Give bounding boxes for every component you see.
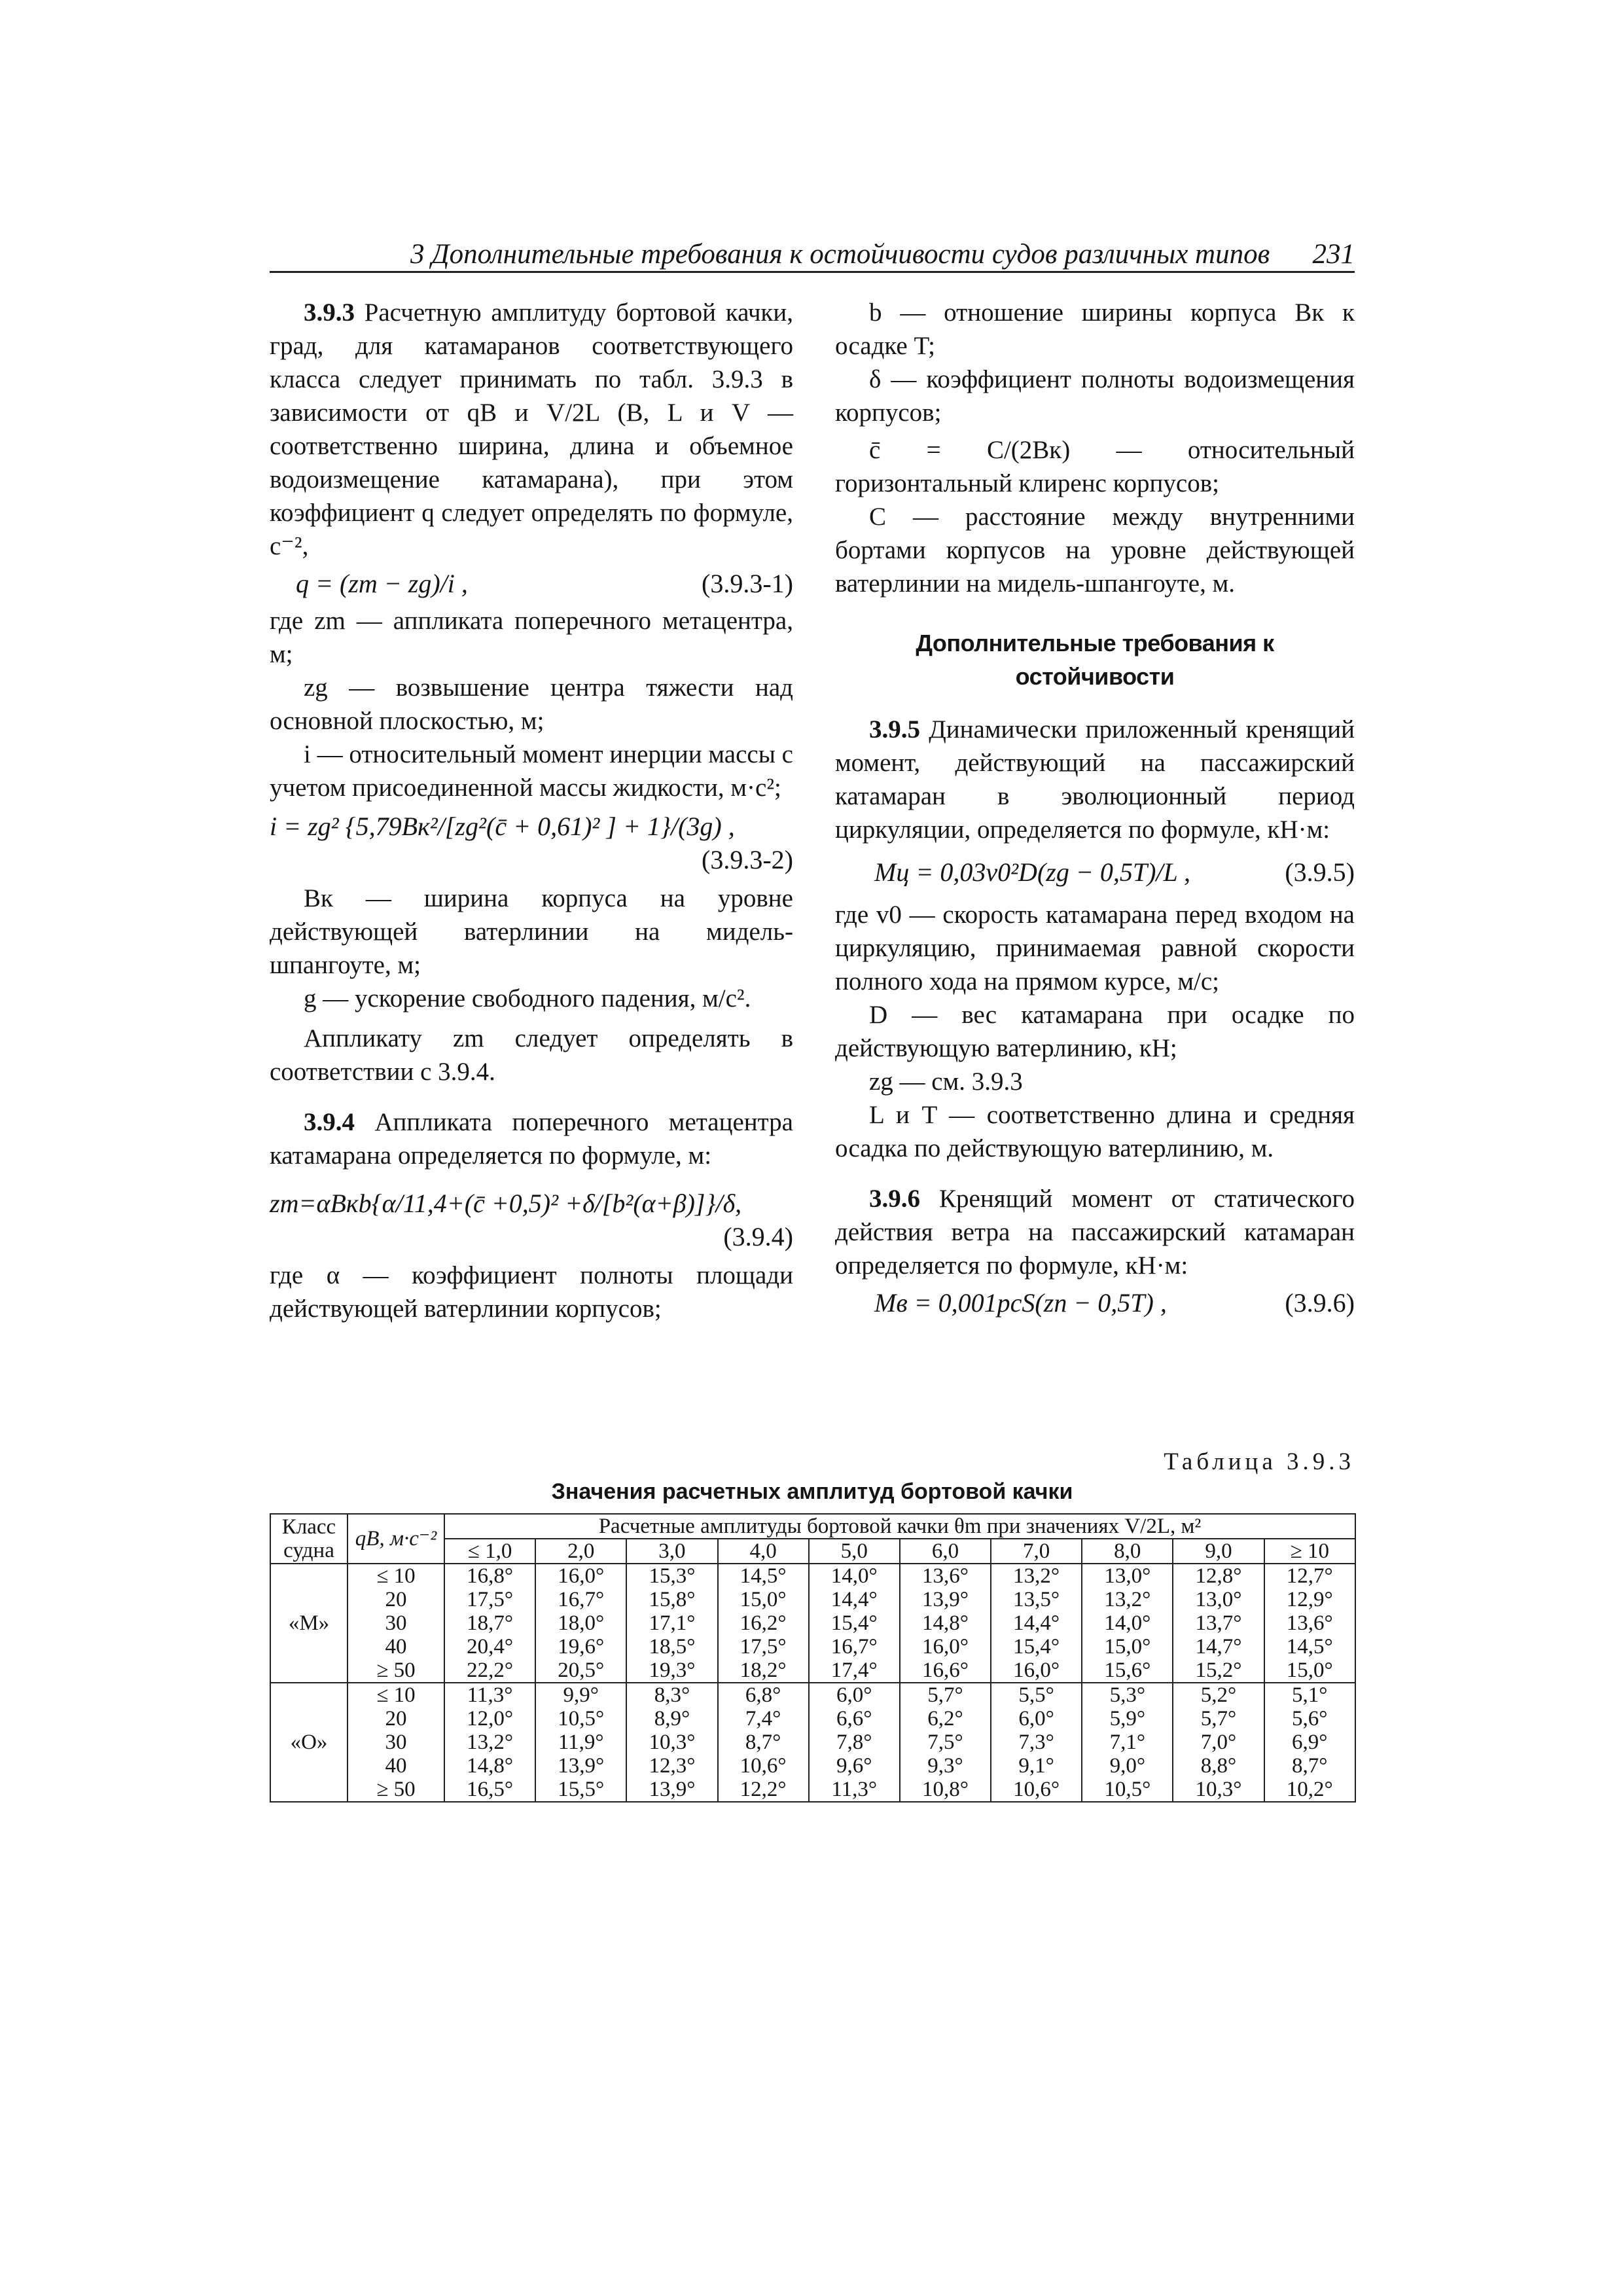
value-cell: 14,8° [444, 1754, 535, 1778]
value-cell: 16,7° [535, 1588, 626, 1611]
qb-cell: 20 [348, 1707, 444, 1731]
paragraph-3-9-5 [835, 713, 1355, 846]
value-cell: 15,0° [1082, 1635, 1173, 1659]
value-cell: 7,3° [991, 1731, 1082, 1754]
header-group: Расчетные амплитуды бортовой качки θm при значениях V/2L, м² [444, 1514, 1355, 1539]
value-cell: 19,3° [626, 1659, 717, 1683]
definition-C: C — расстояние между внутренними бортами корпусов на уровне действующей ватерлинии на мидель-шпангоуте, м. [835, 503, 1355, 598]
column-header: 6,0 [900, 1539, 991, 1564]
value-cell: 14,0° [1082, 1611, 1173, 1635]
paragraph-text: Аппликата поперечного метацентра катамарана определяется по формуле, м: [270, 1108, 793, 1170]
value-cell: 17,4° [809, 1659, 900, 1683]
amplitude-table [270, 1513, 1356, 1803]
table-row [270, 1731, 1355, 1754]
value-cell: 11,3° [444, 1683, 535, 1707]
formula-text: Mц = 0,03v0²D(zg − 0,5T)/L , [874, 857, 1191, 887]
value-cell: 15,0° [718, 1588, 809, 1611]
definition-zg-ref: zg — см. 3.9.3 [869, 1067, 1023, 1096]
value-cell: 5,9° [1082, 1707, 1173, 1731]
table-row [270, 1778, 1355, 1802]
definition-D: D — вес катамарана при осадке по действующую ватерлинию, кН; [835, 1001, 1355, 1062]
value-cell: 16,2° [718, 1611, 809, 1635]
value-cell: 6,0° [809, 1683, 900, 1707]
table-row [270, 1611, 1355, 1635]
value-cell: 6,2° [900, 1707, 991, 1731]
value-cell: 15,0° [1264, 1659, 1355, 1683]
value-cell: 15,6° [1082, 1659, 1173, 1683]
value-cell: 12,0° [444, 1707, 535, 1731]
value-cell: 7,5° [900, 1731, 991, 1754]
value-cell: 6,8° [718, 1683, 809, 1707]
qb-cell: ≤ 10 [348, 1564, 444, 1588]
value-cell: 20,4° [444, 1635, 535, 1659]
value-cell: 8,7° [1264, 1754, 1355, 1778]
value-cell: 10,6° [991, 1778, 1082, 1802]
paragraph-3-9-3 [270, 296, 793, 563]
formula-number: (3.9.3-1) [702, 569, 793, 598]
formula-number: (3.9.6) [1285, 1288, 1355, 1318]
value-cell: 8,9° [626, 1707, 717, 1731]
definition-alpha: где α — коэффициент полноты площади действующей ватерлинии корпусов; [270, 1261, 793, 1323]
header-title: 3 Дополнительные требования к остойчивости судов различных типов [410, 239, 1270, 270]
right-column [835, 296, 1355, 1323]
column-header: ≥ 10 [1264, 1539, 1355, 1564]
qb-cell: ≥ 50 [348, 1778, 444, 1802]
value-cell: 16,0° [535, 1564, 626, 1588]
value-cell: 9,6° [809, 1754, 900, 1778]
value-cell: 17,5° [718, 1635, 809, 1659]
definition-bk: Bк — ширина корпуса на уровне действующей ватерлинии на мидель-шпангоуте, м; [270, 884, 793, 979]
value-cell: 15,4° [991, 1635, 1082, 1659]
table-row [270, 1659, 1355, 1683]
value-cell: 10,8° [900, 1778, 991, 1802]
value-cell: 10,3° [1173, 1778, 1264, 1802]
value-cell: 13,6° [1264, 1611, 1355, 1635]
value-cell: 14,4° [809, 1588, 900, 1611]
formula-number: (3.9.3-2) [702, 845, 793, 874]
value-cell: 13,0° [1173, 1588, 1264, 1611]
section-number: 3.9.6 [869, 1185, 920, 1213]
class-cell: «О» [270, 1683, 348, 1802]
value-cell: 5,1° [1264, 1683, 1355, 1707]
value-cell: 18,7° [444, 1611, 535, 1635]
value-cell: 10,5° [1082, 1778, 1173, 1802]
class-cell: «М» [270, 1564, 348, 1683]
table-title: Значения расчетных амплитуд бортовой качки [551, 1479, 1073, 1504]
value-cell: 17,1° [626, 1611, 717, 1635]
table-body [270, 1564, 1355, 1802]
value-cell: 22,2° [444, 1659, 535, 1683]
value-cell: 13,2° [991, 1564, 1082, 1588]
value-cell: 8,8° [1173, 1754, 1264, 1778]
definition-i: i — относительный момент инерции массы с учетом присоединенной массы жидкости, м·с²; [270, 740, 793, 802]
paragraph-zm-ref: Аппликату zm следует определять в соответствии с 3.9.4. [270, 1024, 793, 1086]
value-cell: 15,5° [535, 1778, 626, 1802]
column-header: ≤ 1,0 [444, 1539, 535, 1564]
value-cell: 10,3° [626, 1731, 717, 1754]
value-cell: 17,5° [444, 1588, 535, 1611]
value-cell: 12,2° [718, 1778, 809, 1802]
definition-LT: L и T — соответственно длина и средняя осадка по действующую ватерлинию, м. [835, 1101, 1355, 1162]
value-cell: 14,8° [900, 1611, 991, 1635]
value-cell: 13,0° [1082, 1564, 1173, 1588]
header-qb: qB, м·с⁻² [348, 1514, 444, 1564]
value-cell: 5,7° [1173, 1707, 1264, 1731]
formula-3-9-6 [835, 1286, 1355, 1319]
formula-text: zm=αBкb{α/11,4+(c̄ +0,5)² +δ/[b²(α+β)]}/δ, [270, 1189, 742, 1218]
value-cell: 7,1° [1082, 1731, 1173, 1754]
page-number: 231 [1312, 239, 1355, 270]
value-cell: 10,5° [535, 1707, 626, 1731]
value-cell: 13,5° [991, 1588, 1082, 1611]
value-cell: 12,3° [626, 1754, 717, 1778]
value-cell: 16,0° [991, 1659, 1082, 1683]
qb-cell: 40 [348, 1754, 444, 1778]
value-cell: 16,6° [900, 1659, 991, 1683]
definition-zm: где zm — аппликата поперечного метацентра, м; [270, 607, 793, 668]
definition-b: b — отношение ширины корпуса Bк к осадке T; [835, 298, 1355, 360]
definition-g: g — ускорение свободного падения, м/с². [304, 984, 751, 1013]
column-header: 5,0 [809, 1539, 900, 1564]
value-cell: 12,9° [1264, 1588, 1355, 1611]
formula-3-9-3-2 [270, 810, 793, 876]
value-cell: 16,0° [900, 1635, 991, 1659]
formula-number: (3.9.4) [723, 1222, 793, 1251]
value-cell: 13,9° [626, 1778, 717, 1802]
value-cell: 18,0° [535, 1611, 626, 1635]
value-cell: 16,5° [444, 1778, 535, 1802]
value-cell: 7,8° [809, 1731, 900, 1754]
value-cell: 9,1° [991, 1754, 1082, 1778]
value-cell: 11,9° [535, 1731, 626, 1754]
value-cell: 9,3° [900, 1754, 991, 1778]
formula-3-9-5 [835, 855, 1355, 889]
value-cell: 13,7° [1173, 1611, 1264, 1635]
formula-3-9-4 [270, 1187, 793, 1253]
value-cell: 15,4° [809, 1611, 900, 1635]
value-cell: 7,4° [718, 1707, 809, 1731]
formula-3-9-3-1 [270, 567, 793, 600]
value-cell: 6,0° [991, 1707, 1082, 1731]
running-header [270, 237, 1355, 273]
value-cell: 11,3° [809, 1778, 900, 1802]
qb-cell: 40 [348, 1635, 444, 1659]
value-cell: 14,7° [1173, 1635, 1264, 1659]
formula-text: q = (zm − zg)/i , [296, 569, 468, 598]
value-cell: 9,9° [535, 1683, 626, 1707]
value-cell: 15,3° [626, 1564, 717, 1588]
column-header: 3,0 [626, 1539, 717, 1564]
table-row [270, 1564, 1355, 1588]
formula-number: (3.9.5) [1285, 857, 1355, 887]
value-cell: 18,5° [626, 1635, 717, 1659]
formula-text: Mв = 0,001pcS(zп − 0,5T) , [874, 1288, 1167, 1318]
value-cell: 19,6° [535, 1635, 626, 1659]
value-cell: 8,3° [626, 1683, 717, 1707]
value-cell: 10,6° [718, 1754, 809, 1778]
value-cell: 13,9° [900, 1588, 991, 1611]
definition-delta: δ — коэффициент полноты водоизмещения корпусов; [835, 365, 1355, 427]
table-row [270, 1683, 1355, 1707]
left-column [270, 296, 793, 1325]
value-cell: 16,7° [809, 1635, 900, 1659]
section-number: 3.9.5 [869, 715, 920, 744]
value-cell: 15,8° [626, 1588, 717, 1611]
table-row [270, 1754, 1355, 1778]
value-cell: 13,6° [900, 1564, 991, 1588]
column-header: 8,0 [1082, 1539, 1173, 1564]
section-number: 3.9.4 [304, 1108, 355, 1136]
qb-cell: 20 [348, 1588, 444, 1611]
value-cell: 10,2° [1264, 1778, 1355, 1802]
value-cell: 8,7° [718, 1731, 809, 1754]
paragraph-text: Кренящий момент от статического действия ветра на пассажирский катамаран определяется по формуле, кН·м: [835, 1185, 1355, 1280]
formula-text: i = zg² {5,79Bк²/[zg²(c̄ + 0,61)² ] + 1}/(3g) , [270, 812, 735, 841]
qb-cell: 30 [348, 1731, 444, 1754]
value-cell: 5,7° [900, 1683, 991, 1707]
value-cell: 6,6° [809, 1707, 900, 1731]
value-cell: 12,7° [1264, 1564, 1355, 1588]
value-cell: 6,9° [1264, 1731, 1355, 1754]
qb-cell: ≤ 10 [348, 1683, 444, 1707]
definition-v0: где v0 — скорость катамарана перед входом на циркуляцию, принимаемая равной скорости полного хода на прямом курсе, м/с; [835, 901, 1355, 996]
column-header: 2,0 [535, 1539, 626, 1564]
value-cell: 14,4° [991, 1611, 1082, 1635]
value-cell: 16,8° [444, 1564, 535, 1588]
table-row [270, 1635, 1355, 1659]
value-cell: 13,2° [444, 1731, 535, 1754]
value-cell: 5,2° [1173, 1683, 1264, 1707]
value-cell: 14,0° [809, 1564, 900, 1588]
definition-c: c̄ = C/(2Bк) — относительный горизонтальный клиренс корпусов; [835, 436, 1355, 497]
table-row [270, 1588, 1355, 1611]
section-number: 3.9.3 [304, 298, 355, 327]
column-header: 7,0 [991, 1539, 1082, 1564]
value-cell: 5,6° [1264, 1707, 1355, 1731]
column-header: 4,0 [718, 1539, 809, 1564]
paragraph-3-9-4 [270, 1105, 793, 1172]
value-cell: 5,5° [991, 1683, 1082, 1707]
table-row [270, 1707, 1355, 1731]
column-header: 9,0 [1173, 1539, 1264, 1564]
value-cell: 9,0° [1082, 1754, 1173, 1778]
value-cell: 13,2° [1082, 1588, 1173, 1611]
value-cell: 20,5° [535, 1659, 626, 1683]
qb-cell: ≥ 50 [348, 1659, 444, 1683]
paragraph-text: Расчетную амплитуду бортовой качки, град, для катамаранов соответствующего класса следует принимать по табл. 3.9.3 в зависимости от qB и V/2L (B, L и V — соответственно ширина, длина и объемное водоизмещение катамарана), при этом коэффициент q следует определять по формуле, с⁻², [270, 298, 793, 560]
value-cell: 18,2° [718, 1659, 809, 1683]
value-cell: 7,0° [1173, 1731, 1264, 1754]
paragraph-3-9-6 [835, 1182, 1355, 1282]
header-class: Класс судна [270, 1514, 348, 1564]
value-cell: 13,9° [535, 1754, 626, 1778]
value-cell: 5,3° [1082, 1683, 1173, 1707]
value-cell: 12,8° [1173, 1564, 1264, 1588]
qb-cell: 30 [348, 1611, 444, 1635]
paragraph-text: Динамически приложенный кренящий момент, действующий на пассажирский катамаран в эволюционный период циркуляции, определяется по формуле, кН·м: [835, 715, 1355, 844]
value-cell: 15,2° [1173, 1659, 1264, 1683]
definition-zg: zg — возвышение центра тяжести над основной плоскостью, м; [270, 673, 793, 735]
value-cell: 14,5° [1264, 1635, 1355, 1659]
value-cell: 14,5° [718, 1564, 809, 1588]
table-caption: Таблица 3.9.3 [1164, 1448, 1355, 1475]
section-heading: Дополнительные требования к остойчивости [916, 630, 1274, 690]
